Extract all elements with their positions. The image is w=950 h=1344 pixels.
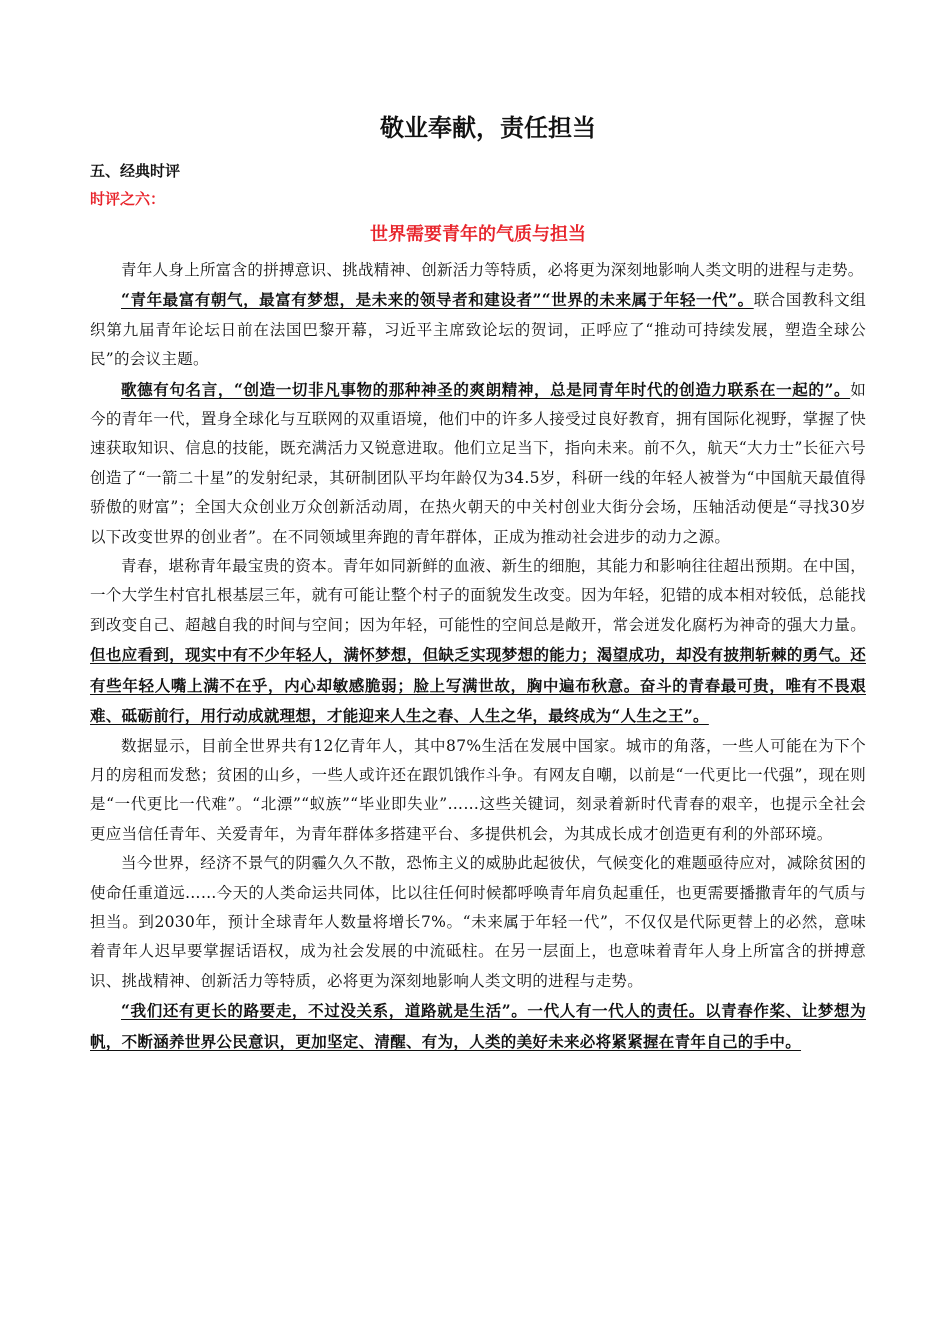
paragraph-1 xyxy=(90,256,866,285)
paragraph-7-emphasis: “我们还有更长的路要走，不过没关系，道路就是生活”。一代人有一代人的责任。以青春作桨、让梦想为帆，不断涵养世界公民意识，更加坚定、清醒、有为，人类的美好未来必将紧紧握在青年自己的手中。 xyxy=(90,1001,866,1051)
paragraph-4-text: 青春，堪称青年最宝贵的资本。青年如同新鲜的血液、新生的细胞，其能力和影响往往超出预期。在中国，一个大学生村官扎根基层三年，就有可能让整个村子的面貌发生改变。因为年轻，犯错的成本相对较低，总能找到改变自己、超越自我的时间与空间；因为年轻，可能性的空间总是敞开，常会迸发化腐朽为神奇的强大力量。 xyxy=(90,557,866,634)
paragraph-3-quote: 歌德有句名言，“创造一切非凡事物的那种神圣的爽朗精神，总是同青年时代的创造力联系在一起的”。 xyxy=(121,379,851,399)
article-title: 世界需要青年的气质与担当 xyxy=(370,224,586,245)
sub-heading: 时评之六： xyxy=(90,190,166,208)
paragraph-1-text: 青年人身上所富含的拼搏意识、挑战精神、创新活力等特质，必将更为深刻地影响人类文明的进程与走势。 xyxy=(121,261,864,279)
paragraph-7 xyxy=(90,996,866,1057)
paragraph-2-quote: “青年最富有朝气，最富有梦想，是未来的领导者和建设者”“世界的未来属于年轻一代”。 xyxy=(121,290,754,310)
paragraph-6-text: 当今世界，经济不景气的阴霾久久不散，恐怖主义的威胁此起彼伏，气候变化的难题亟待应对，减除贫困的使命任重道远……今天的人类命运共同体，比以往任何时候都呼唤青年肩负起重任，也更需要播撒青年的气质与担当。到2030年，预计全球青年人数量将增长7%。“未来属于年轻一代”，不仅仅是代际更替上的必然，意味着青年人迟早要掌握话语权，成为社会发展的中流砥柱。在另一层面上，也意味着青年人身上所富含的拼搏意识、挑战精神、创新活力等特质，必将更为深刻地影响人类文明的进程与走势。 xyxy=(90,854,866,990)
paragraph-4 xyxy=(90,552,866,731)
document-title: 敬业奉献，责任担当 xyxy=(380,114,596,142)
paragraph-3 xyxy=(90,375,866,552)
paragraph-4-emphasis: 但也应看到，现实中有不少年轻人，满怀梦想，但缺乏实现梦想的能力；渴望成功，却没有披荆斩棘的勇气。还有些年轻人嘴上满不在乎，内心却敏感脆弱；脸上写满世故，胸中遍布秋意。奋斗的青春最可贵，唯有不畏艰难、砥砺前行，用行动成就理想，才能迎来人生之春、人生之华，最终成为“人生之王”。 xyxy=(90,645,866,726)
paragraph-2 xyxy=(90,285,866,374)
paragraph-2-text: 联合国教科文组织第九届青年论坛日前在法国巴黎开幕，习近平主席致论坛的贺词，正呼应了“推动可持续发展，塑造全球公民”的会议主题。 xyxy=(90,291,866,369)
paragraph-5-text: 数据显示，目前全世界共有12亿青年人，其中87%生活在发展中国家。城市的角落，一些人可能在为下个月的房租而发愁；贫困的山乡，一些人或许还在跟饥饿作斗争。有网友自嘲，以前是“一代更比一代强”，现在则是“一代更比一代难”。“北漂”“蚁族”“毕业即失业”……这些关键词，刻录着新时代青春的艰辛，也提示全社会更应当信任青年、关爱青年，为青年群体多搭建平台、多提供机会，为其成长成才创造更有利的外部环境。 xyxy=(90,736,866,843)
section-heading: 五、经典时评 xyxy=(90,162,181,180)
paragraph-6 xyxy=(90,849,866,996)
paragraph-5 xyxy=(90,732,866,850)
paragraph-3-text: 如今的青年一代，置身全球化与互联网的双重语境，他们中的许多人接受过良好教育，拥有国际化视野，掌握了快速获取知识、信息的技能，既充满活力又锐意进取。他们立足当下，指向未来。前不久，航天“大力士”长征六号创造了“一箭二十星”的发射纪录，其研制团队平均年龄仅为34.5岁，科研一线的年轻人被誉为“中国航天最值得骄傲的财富”；全国大众创业万众创新活动周，在热火朝天的中关村创业大街分会场，压轴活动便是“寻找30岁以下改变世界的创业者”。在不同领域里奔跑的青年群体，正成为推动社会进步的动力之源。 xyxy=(90,380,866,546)
